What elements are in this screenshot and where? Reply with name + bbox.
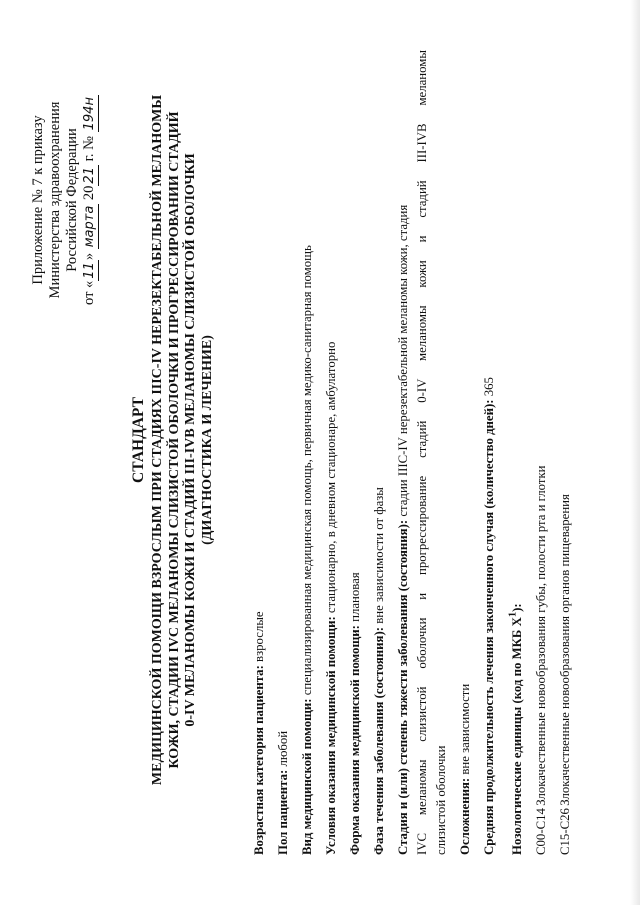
field-sex-value: любой [276, 730, 290, 767]
field-nosology-label-suffix: ): [510, 603, 525, 612]
icd-description: Злокачественные новообразования органов пищеварения [558, 494, 573, 806]
field-care-type-label: Вид медицинской помощи: [300, 698, 314, 855]
number-prefix: г. № [81, 135, 97, 162]
title-line-1: МЕДИЦИНСКОЙ ПОМОЩИ ВЗРОСЛЫМ ПРИ СТАДИЯХ IIIC-IV НЕРЕЗЕКТАБЕЛЬНОЙ МЕЛАНОМЫ [150, 94, 165, 786]
field-care-type-value: специализированная медицинская помощь, первичная медико-санитарная помощь [300, 245, 314, 696]
field-phase [372, 50, 387, 855]
handwritten-number: 194н [82, 97, 97, 131]
header-date-line [81, 40, 99, 360]
handwritten-month: марта [82, 205, 97, 248]
field-phase-label: Фаза течения заболевания (состояния): [372, 627, 386, 855]
field-duration-value: 365 [482, 377, 496, 397]
field-age [252, 50, 267, 855]
field-complications [458, 50, 473, 855]
icd-code: C00-C14 [534, 808, 549, 855]
field-stage [396, 50, 411, 855]
field-stage-value-line-2: IVC меланомы слизистой оболочки и прогрессирование стадий 0-IV меланомы кожи и стадий III-IVB меланомы [415, 50, 429, 855]
field-care-type [300, 50, 315, 855]
title-line-4: (ДИАГНОСТИКА И ЛЕЧЕНИЕ) [199, 335, 215, 545]
field-age-label: Возрастная категория пациента: [252, 665, 266, 855]
field-nosology-label-text: Нозологические единицы (код по МКБ X [510, 617, 525, 855]
field-age-value: взрослые [252, 611, 266, 662]
field-conditions-value: стационарно, в дневном стационаре, амбулаторно [324, 341, 338, 614]
field-form [348, 50, 363, 855]
handwritten-year: 21 [82, 167, 97, 184]
field-sex [276, 50, 291, 855]
document-title [130, 45, 216, 835]
field-conditions-label: Условия оказания медицинской помощи: [324, 616, 338, 855]
year-prefix: 20 [81, 185, 97, 201]
icd-code-row [534, 50, 549, 855]
field-sex-label: Пол пациента: [276, 769, 290, 855]
title-line-2: КОЖИ, СТАДИИ IVC МЕЛАНОМЫ СЛИЗИСТОЙ ОБОЛОЧКИ И ПРОГРЕССИРОВАНИИ СТАДИЙ [166, 111, 182, 769]
field-complications-value: вне зависимости [458, 683, 472, 775]
field-conditions [324, 50, 339, 855]
icd-code-row [558, 50, 573, 855]
order-header [30, 40, 99, 360]
field-stage-value-line-1: стадии IIIC-IV нерезектабельной меланомы кожи, стадия [396, 204, 410, 517]
field-stage-label: Стадия и (или) степень тяжести заболевания (состояния): [396, 519, 410, 855]
header-line-2: Министерства здравоохранения [47, 101, 63, 299]
standard-heading: СТАНДАРТ [130, 397, 147, 483]
icd-code: C15-C26 [558, 808, 573, 855]
date-prefix: от « [81, 280, 97, 305]
field-form-value: плановая [348, 572, 362, 622]
handwritten-day: 11 [82, 262, 97, 279]
field-complications-label: Осложнения: [458, 777, 472, 855]
title-line-3: 0-IV МЕЛАНОМЫ КОЖИ И СТАДИЙ III-IVB МЕЛАНОМЫ СЛИЗИСТОЙ ОБОЛОЧКИ [183, 153, 198, 727]
field-nosology-label [510, 603, 524, 855]
field-duration [482, 50, 497, 855]
field-duration-label: Средняя продолжительность лечения законченного случая (количество дней): [482, 399, 496, 855]
date-sep: » [81, 252, 97, 261]
header-line-1: Приложение № 7 к приказу [30, 115, 46, 285]
header-line-3: Российской Федерации [64, 128, 80, 272]
field-stage-value-line-3: слизистой оболочки [434, 745, 448, 855]
document-body [252, 50, 582, 855]
icd-description: Злокачественные новообразования губы, полости рта и глотки [534, 465, 549, 806]
field-phase-value: вне зависимости от фазы [372, 487, 386, 624]
field-nosology-footnote-mark: 1 [508, 611, 519, 618]
field-nosology [506, 50, 525, 855]
field-form-label: Форма оказания медицинской помощи: [348, 625, 362, 855]
